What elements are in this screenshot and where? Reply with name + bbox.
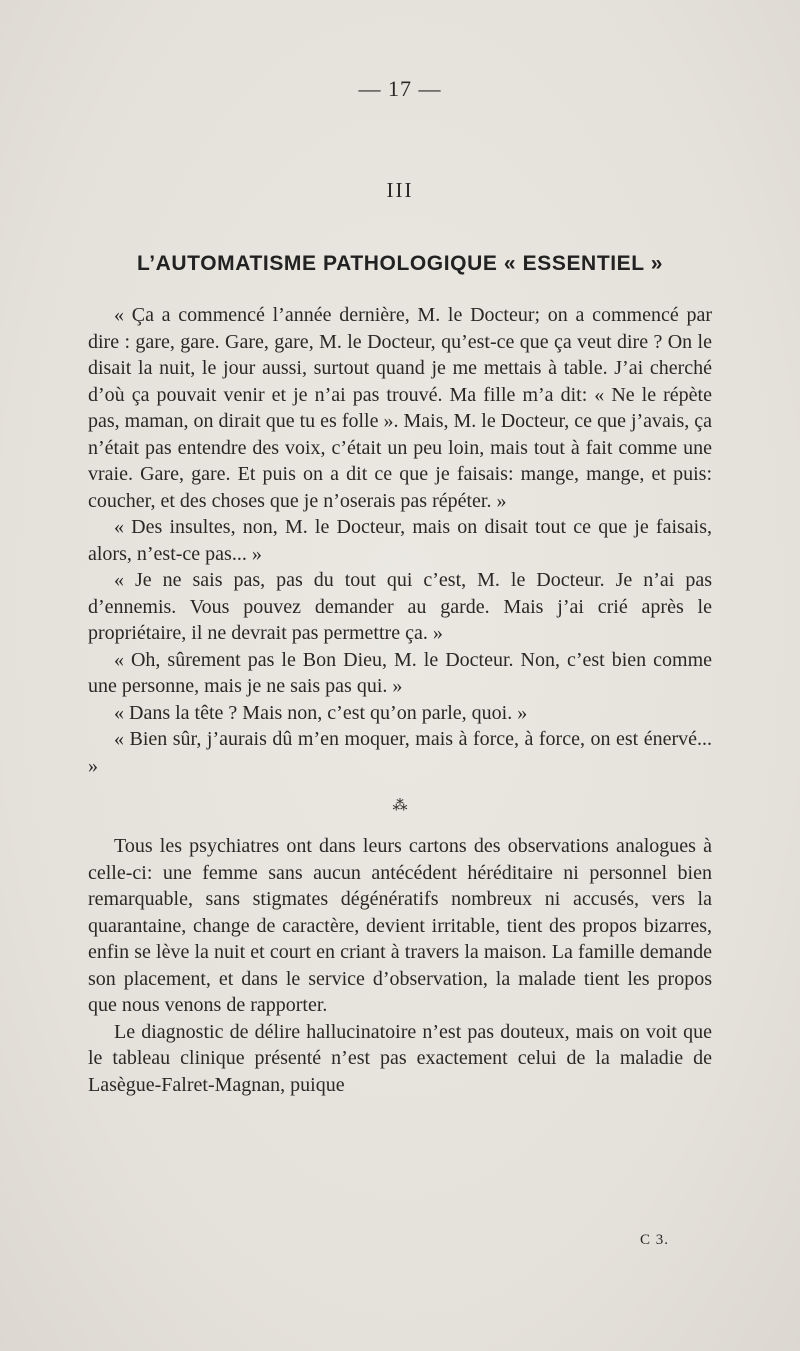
chapter-number: III bbox=[386, 178, 414, 202]
signature-mark: C 3. bbox=[640, 1232, 670, 1248]
paragraph: « Oh, sûrement pas le Bon Dieu, M. le Docteur. Non, c’est bien comme une personne, mais je ne sais pas qui. » bbox=[88, 648, 712, 697]
paragraph: Le diagnostic de délire hallucinatoire n’est pas douteux, mais on voit que le tableau clinique présenté n’est pas exactement celui de la maladie de Lasègue-Falret-Magnan, puique bbox=[88, 1020, 712, 1096]
paragraph: « Ça a commencé l’année dernière, M. le Docteur; on a commencé par dire : gare, gare. Gare, gare, M. le Docteur, qu’est-ce que ça veut dire ? On le disait la nuit, le jour aussi, surtout quand je me mettais à table. J’ai cherché d’où ça pouvait venir et je n’ai pas trouvé. Ma fille m’a dit: « Ne le répète pas, maman, on dirait que tu es folle ». Mais, M. le Docteur, ce que j’avais, ça n’était pas entendre des voix, c’était un peu loin, mais tout à fait comme une vraie. Gare, gare. Et puis on a dit ce que je faisais: mange, mange, et puis: coucher, et des choses que je n’oserais pas répéter. » bbox=[88, 304, 713, 512]
paragraph: « Dans la tête ? Mais non, c’est qu’on parle, quoi. » bbox=[114, 701, 528, 724]
paragraph: « Bien sûr, j’aurais dû m’en moquer, mais à force, à force, on est énervé... » bbox=[88, 728, 712, 777]
chapter-title: L’AUTOMATISME PATHOLOGIQUE « ESSENTIEL » bbox=[136, 252, 664, 275]
paragraph: « Je ne sais pas, pas du tout qui c’est, M. le Docteur. Je n’ai pas d’ennemis. Vous pouvez demander au garde. Mais j’ai crié après le propriétaire, il ne devrait pas permettre ça. » bbox=[88, 569, 712, 644]
paragraph: Tous les psychiatres ont dans leurs cartons des observations analogues à celle-ci: une femme sans aucun antécédent héréditaire ni personnel bien remarquable, sans stigmates dégénératifs nombreux ni accusés, vers la quarantaine, change de caractère, devient irritable, tient des propos bizarres, enfin se lève la nuit et court en criant à travers la maison. La famille demande son placement, et dans le service d’observation, la malade tient les propos que nous venons de rapporter. bbox=[88, 835, 712, 1016]
section-separator: ⁂ bbox=[392, 798, 408, 814]
paragraph: « Des insultes, non, M. le Docteur, mais on disait tout ce que je faisais, alors, n’est-ce pas... » bbox=[88, 516, 712, 565]
page-number: — 17 — bbox=[358, 76, 442, 101]
body-text bbox=[88, 302, 712, 1098]
